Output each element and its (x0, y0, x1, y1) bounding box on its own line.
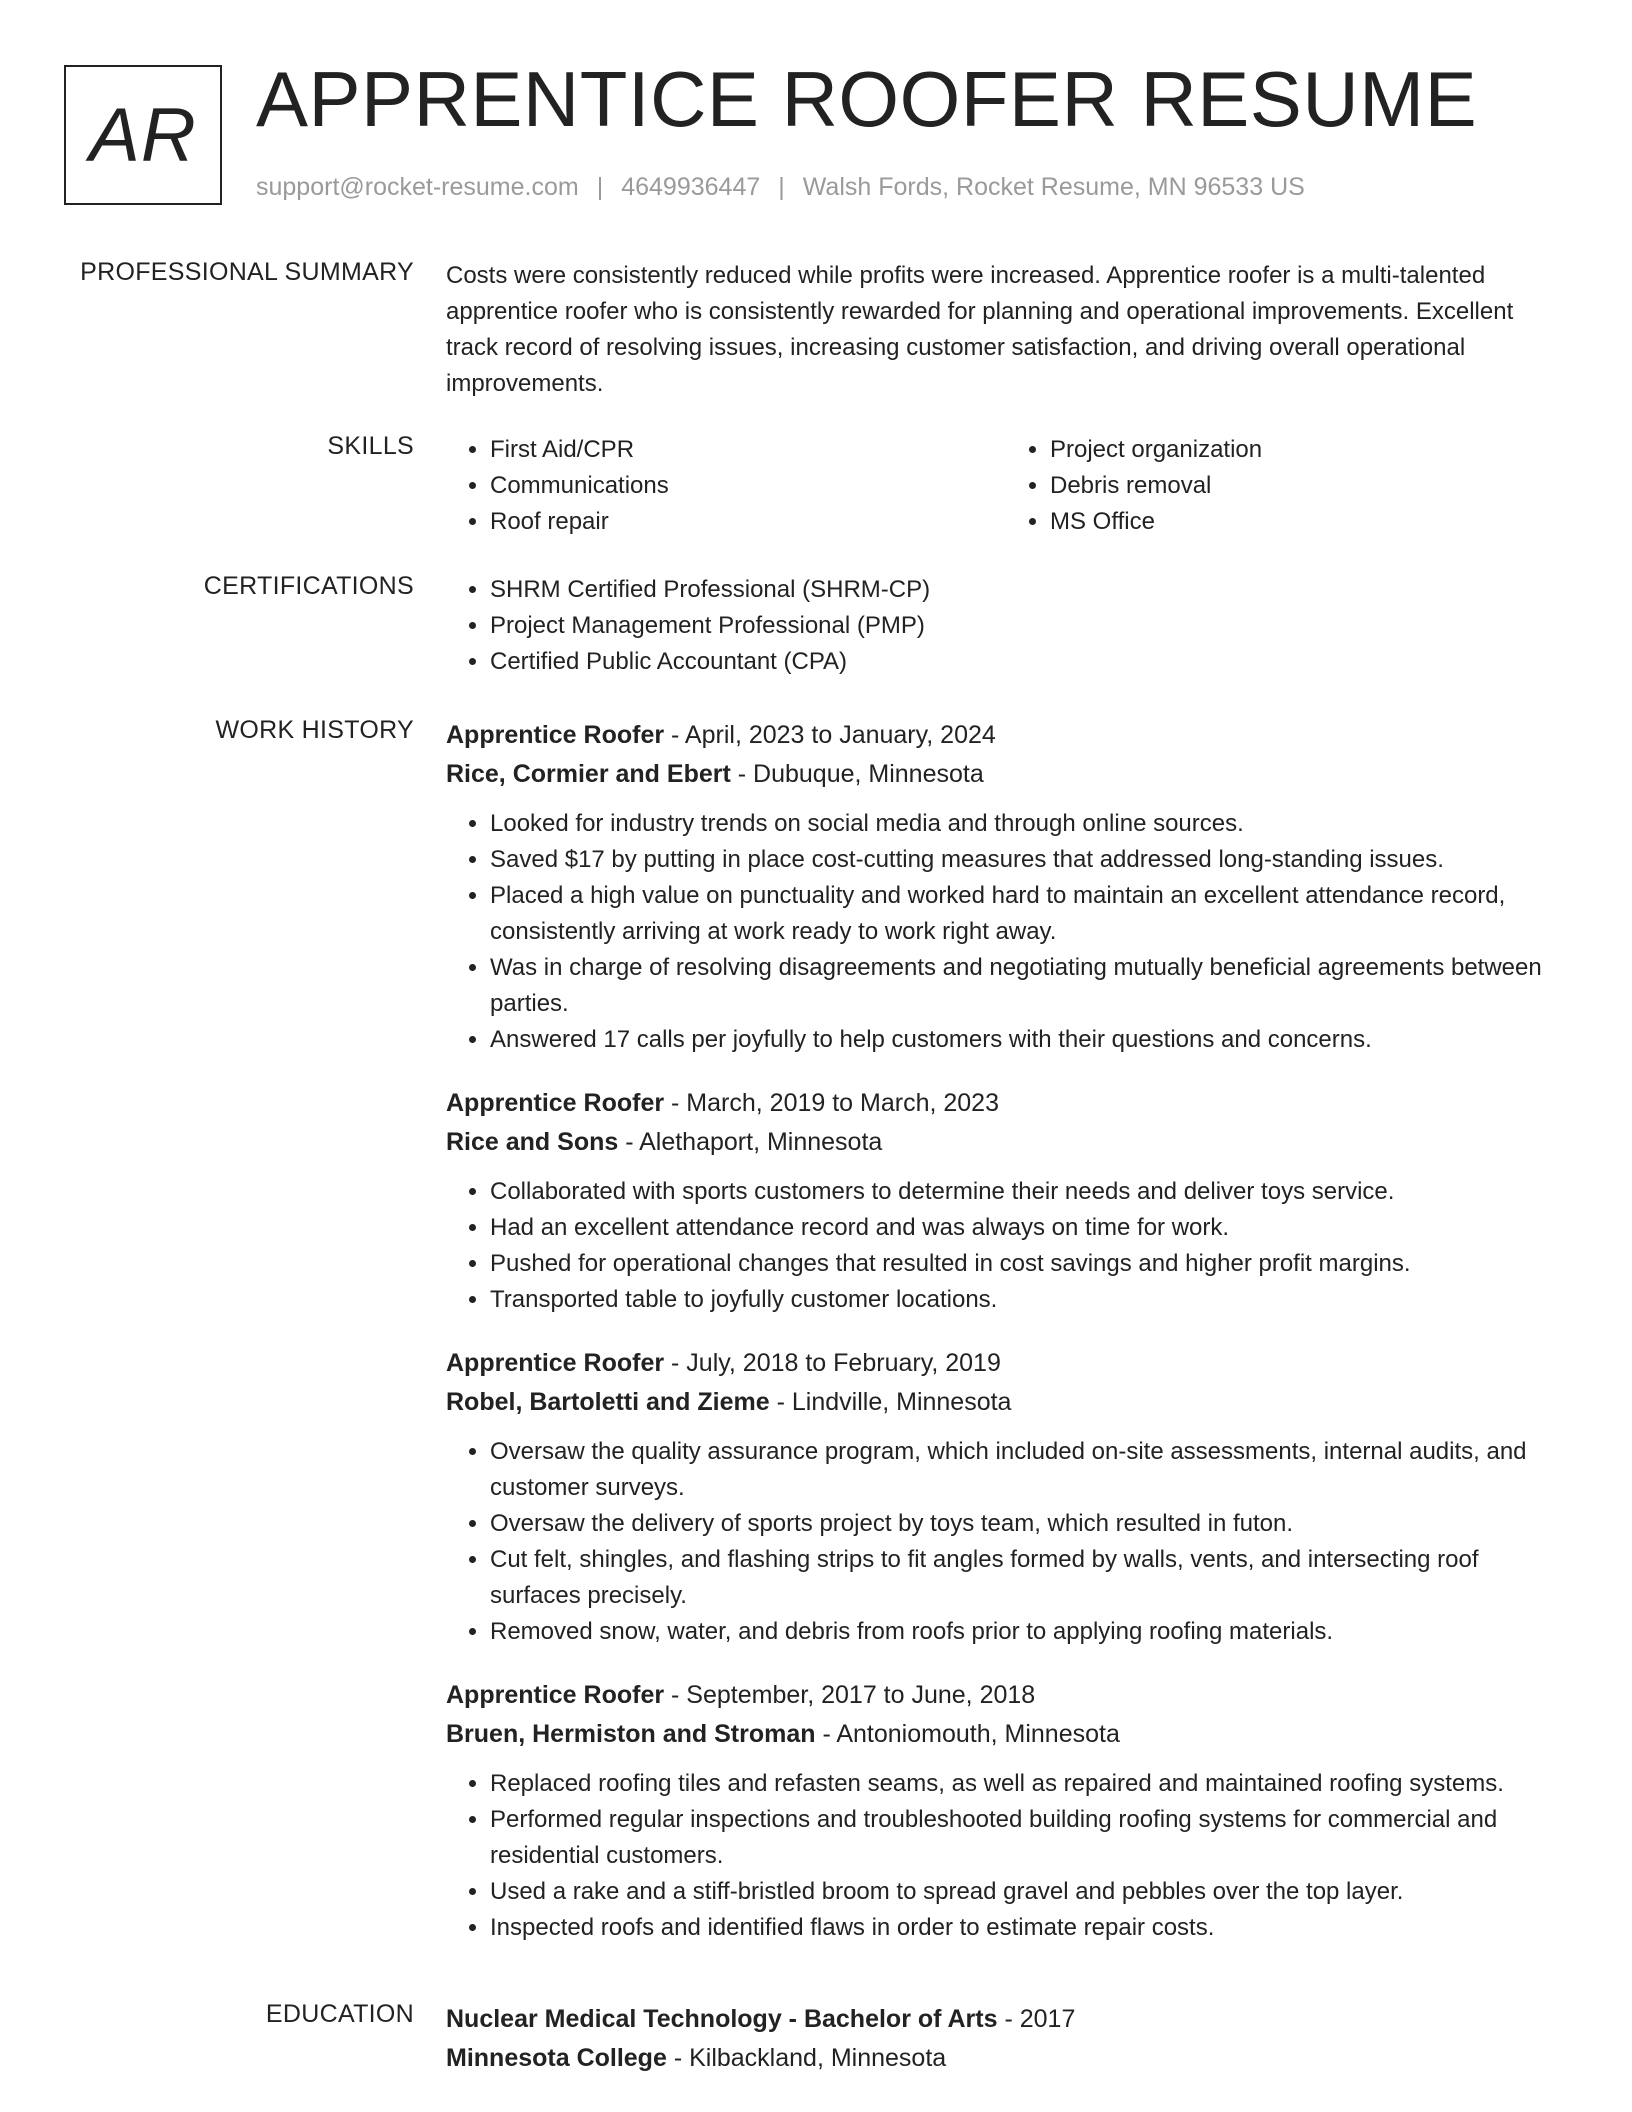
skill-item: • Roof repair (490, 504, 1006, 540)
job-company: Rice, Cormier and Ebert (446, 760, 731, 788)
job-location: - Alethaport, Minnesota (618, 1128, 883, 1156)
job-title: Apprentice Roofer (446, 1089, 665, 1117)
job-bullet: • Answered 17 calls per joyfully to help customers with their questions and concerns. (490, 1022, 1566, 1058)
job-bullet: • Was in charge of resolving disagreements and negotiating mutually beneficial agreements between parties. (490, 950, 1566, 1022)
skill-item: • Communications (490, 468, 1006, 504)
certification-item: • SHRM Certified Professional (SHRM-CP) (490, 572, 1566, 608)
education-school-line (446, 2039, 1566, 2078)
contact-email[interactable]: support@rocket-resume.com (256, 173, 579, 201)
job-company: Bruen, Hermiston and Stroman (446, 1720, 816, 1748)
section-label-certifications: CERTIFICATIONS (203, 572, 414, 600)
certifications-list (446, 572, 1566, 680)
education-degree: Nuclear Medical Technology - Bachelor of Arts (446, 2005, 998, 2033)
job-company: Robel, Bartoletti and Zieme (446, 1388, 770, 1416)
job-title-line (446, 1084, 1566, 1123)
job-title: Apprentice Roofer (446, 1349, 665, 1377)
job-bullet: • Collaborated with sports customers to determine their needs and deliver toys service. (490, 1174, 1566, 1210)
job-location: - Dubuque, Minnesota (730, 760, 984, 788)
summary-body (446, 258, 1566, 402)
job-location: - Lindville, Minnesota (769, 1388, 1012, 1416)
job-dates: - April, 2023 to January, 2024 (664, 721, 996, 749)
job-title-line (446, 1676, 1566, 1715)
job-location: - Antoniomouth, Minnesota (815, 1720, 1120, 1748)
job-company-line (446, 1383, 1566, 1422)
education-degree-line (446, 2000, 1566, 2039)
skills-column-1 (446, 432, 1006, 540)
job-bullets (446, 1766, 1566, 1946)
resume-title: APPRENTICE ROOFER RESUME (256, 55, 1478, 143)
job-dates: - March, 2019 to March, 2023 (664, 1089, 999, 1117)
job-dates: - September, 2017 to June, 2018 (664, 1681, 1036, 1709)
contact-separator: | (778, 173, 785, 201)
summary-text: Costs were consistently reduced while profits were increased. Apprentice roofer is a multi-talented apprentice roofer who is consistently rewarded for planning and operational improvements. Excellent track record of resolving issues, increasing customer satisfaction, and driving overall operational improvements. (446, 262, 1514, 397)
job-bullet: • Replaced roofing tiles and refasten seams, as well as repaired and maintained roofing systems. (490, 1766, 1566, 1802)
work-history-body (446, 716, 1566, 1972)
section-label-work-history: WORK HISTORY (215, 716, 414, 744)
job-bullet: • Cut felt, shingles, and flashing strips to fit angles formed by walls, vents, and intersecting roof surfaces precisely. (490, 1542, 1566, 1614)
job-title: Apprentice Roofer (446, 721, 665, 749)
job-company-line (446, 755, 1566, 794)
education-location: - Kilbackland, Minnesota (666, 2044, 947, 2072)
contact-line (256, 173, 1305, 202)
skill-item: • Project organization (1050, 432, 1566, 468)
job-company: Rice and Sons (446, 1128, 619, 1156)
job-bullet: • Had an excellent attendance record and was always on time for work. (490, 1210, 1566, 1246)
job-bullet: • Performed regular inspections and troubleshooted building roofing systems for commercial and residential customers. (490, 1802, 1566, 1874)
job-entry (446, 1084, 1566, 1318)
job-bullet: • Oversaw the delivery of sports project by toys team, which resulted in futon. (490, 1506, 1566, 1542)
job-title: Apprentice Roofer (446, 1681, 665, 1709)
certification-item: • Certified Public Accountant (CPA) (490, 644, 1566, 680)
job-bullets (446, 1434, 1566, 1650)
contact-phone[interactable]: 4649936447 (621, 173, 761, 201)
job-bullets (446, 806, 1566, 1058)
skill-item: • Debris removal (1050, 468, 1566, 504)
job-entry (446, 716, 1566, 1058)
certifications-body (446, 572, 1566, 680)
skills-column-2 (1006, 432, 1566, 540)
job-bullet: • Used a rake and a stiff-bristled broom to spread gravel and pebbles over the top layer. (490, 1874, 1566, 1910)
job-company-line (446, 1715, 1566, 1754)
job-title-line (446, 716, 1566, 755)
job-bullet: • Pushed for operational changes that resulted in cost savings and higher profit margins. (490, 1246, 1566, 1282)
education-body (446, 2000, 1566, 2078)
education-school: Minnesota College (446, 2044, 667, 2072)
certification-item: • Project Management Professional (PMP) (490, 608, 1566, 644)
job-bullet: • Saved $17 by putting in place cost-cutting measures that addressed long-standing issues. (490, 842, 1566, 878)
job-bullet: • Transported table to joyfully customer locations. (490, 1282, 1566, 1318)
section-label-skills: SKILLS (327, 432, 414, 460)
job-bullet: • Looked for industry trends on social media and through online sources. (490, 806, 1566, 842)
job-dates: - July, 2018 to February, 2019 (664, 1349, 1001, 1377)
contact-address: Walsh Fords, Rocket Resume, MN 96533 US (802, 173, 1305, 201)
job-bullets (446, 1174, 1566, 1318)
contact-separator: | (596, 173, 604, 201)
job-bullet: • Inspected roofs and identified flaws in order to estimate repair costs. (490, 1910, 1566, 1946)
skill-item: • First Aid/CPR (490, 432, 1006, 468)
job-title-line (446, 1344, 1566, 1383)
education-year: - 2017 (997, 2005, 1076, 2033)
job-bullet: • Oversaw the quality assurance program, which included on-site assessments, internal audits, and customer surveys. (490, 1434, 1566, 1506)
job-entry (446, 1676, 1566, 1946)
section-label-summary: PROFESSIONAL SUMMARY (80, 258, 414, 286)
job-bullet: • Removed snow, water, and debris from roofs prior to applying roofing materials. (490, 1614, 1566, 1650)
skills-body (446, 432, 1566, 540)
job-entry (446, 1344, 1566, 1650)
skill-item: • MS Office (1050, 504, 1566, 540)
job-company-line (446, 1123, 1566, 1162)
section-label-education: EDUCATION (265, 2000, 414, 2028)
monogram-logo: AR (64, 65, 222, 205)
job-bullet: • Placed a high value on punctuality and worked hard to maintain an excellent attendance record, consistently arriving at work ready to work right away. (490, 878, 1566, 950)
